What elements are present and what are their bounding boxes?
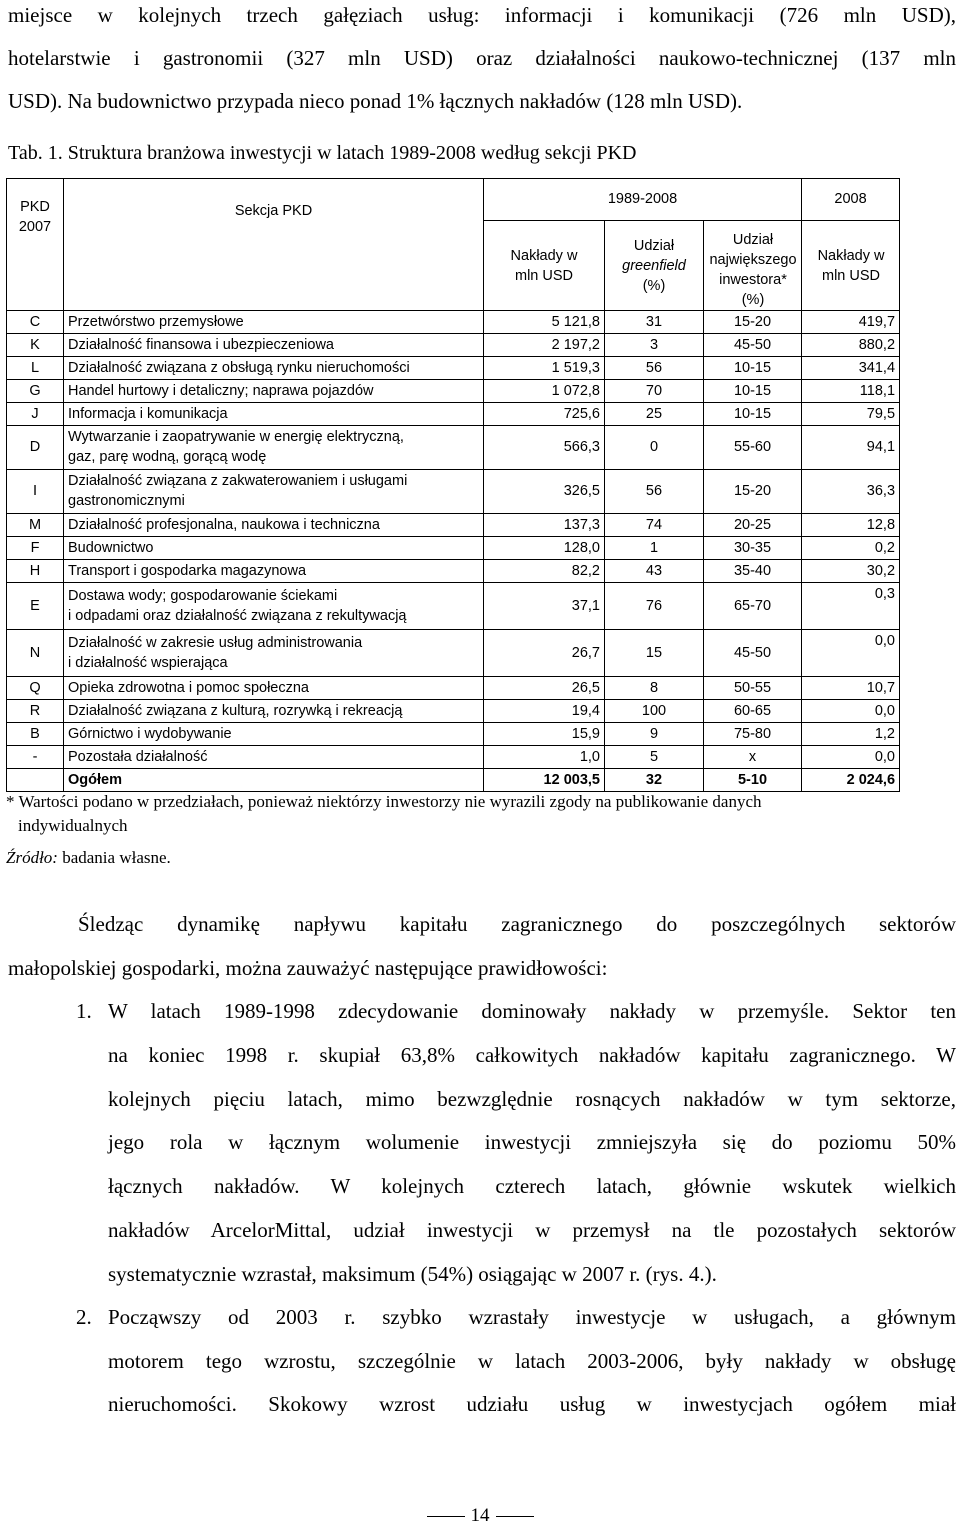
row-largest: x bbox=[704, 746, 802, 769]
row-naklady: 725,6 bbox=[484, 403, 605, 426]
row-name-line-1: Działalność profesjonalna, naukowa i techniczna bbox=[68, 516, 380, 533]
row-name bbox=[64, 560, 484, 583]
table-row bbox=[7, 380, 900, 403]
point-1-line-5: łącznych nakładów. W kolejnych czterech latach, głównie wskutek wielkich bbox=[108, 1174, 956, 1198]
row-code: - bbox=[7, 746, 64, 769]
header-naklady: Nakłady w mln USD bbox=[484, 221, 605, 311]
intro-line-3: USD). Na budownictwo przypada nieco ponad 1% łącznych nakładów (128 mln USD). bbox=[8, 89, 743, 113]
header-greenfield-b: greenfield bbox=[622, 257, 686, 274]
row-code: L bbox=[7, 357, 64, 380]
row-naklady-2008: 118,1 bbox=[802, 380, 900, 403]
row-greenfield: 1 bbox=[605, 537, 704, 560]
row-naklady-2008: 10,7 bbox=[802, 677, 900, 700]
intro-line-1: miejsce w kolejnych trzech gałęziach usług: informacji i komunikacji (726 mln USD), bbox=[8, 3, 956, 27]
row-naklady: 566,3 bbox=[484, 426, 605, 470]
row-name-line-2: gastronomicznymi bbox=[68, 493, 185, 509]
row-largest: 15-20 bbox=[704, 470, 802, 514]
row-naklady-2008: 880,2 bbox=[802, 334, 900, 357]
table-row bbox=[7, 677, 900, 700]
row-name-line-1: Pozostała działalność bbox=[68, 748, 208, 765]
row-greenfield: 5 bbox=[605, 746, 704, 769]
row-naklady: 5 121,8 bbox=[484, 311, 605, 334]
row-greenfield: 100 bbox=[605, 700, 704, 723]
row-naklady-2008: 0,0 bbox=[802, 746, 900, 769]
row-code: Q bbox=[7, 677, 64, 700]
row-naklady: 26,5 bbox=[484, 677, 605, 700]
row-name bbox=[64, 700, 484, 723]
row-name bbox=[64, 537, 484, 560]
row-name-line-1: Wytwarzanie i zaopatrywanie w energię elektryczną, bbox=[68, 429, 404, 445]
row-name-line-1: Informacja i komunikacja bbox=[68, 405, 228, 422]
row-name-line-1: Przetwórstwo przemysłowe bbox=[68, 313, 244, 330]
row-naklady: 19,4 bbox=[484, 700, 605, 723]
row-greenfield: 15 bbox=[605, 630, 704, 677]
row-largest: 35-40 bbox=[704, 560, 802, 583]
row-naklady-2008: 0,3 bbox=[802, 583, 900, 630]
row-naklady-2008: 419,7 bbox=[802, 311, 900, 334]
table-row bbox=[7, 630, 900, 677]
point-1-line-7: systematycznie wzrastał, maksimum (54%) osiągając w 2007 r. (rys. 4.). bbox=[108, 1262, 717, 1286]
row-name bbox=[64, 514, 484, 537]
table-caption: Tab. 1. Struktura branżowa inwestycji w latach 1989-2008 według sekcji PKD bbox=[8, 142, 637, 164]
row-code: J bbox=[7, 403, 64, 426]
row-naklady: 1 072,8 bbox=[484, 380, 605, 403]
point-1-line-4: jego rola w łącznym wolumenie inwestycji zmniejszyła się do poziomu 50% bbox=[108, 1130, 956, 1154]
row-greenfield: 31 bbox=[605, 311, 704, 334]
row-largest: 10-15 bbox=[704, 357, 802, 380]
source-note bbox=[6, 848, 171, 868]
row-greenfield: 0 bbox=[605, 426, 704, 470]
header-period-2: 2008 bbox=[802, 179, 900, 221]
row-naklady: 326,5 bbox=[484, 470, 605, 514]
investment-table bbox=[6, 178, 900, 792]
total-greenfield: 32 bbox=[605, 769, 704, 792]
row-name-line-1: Handel hurtowy i detaliczny; naprawa pojazdów bbox=[68, 382, 374, 399]
row-name bbox=[64, 746, 484, 769]
row-naklady-2008: 0,2 bbox=[802, 537, 900, 560]
row-name-line-1: Działalność związana z kulturą, rozrywką i rekreacją bbox=[68, 702, 403, 719]
row-largest: 15-20 bbox=[704, 311, 802, 334]
row-name-line-2: i odpadami oraz działalność związana z rekultywacją bbox=[68, 607, 407, 624]
row-greenfield: 9 bbox=[605, 723, 704, 746]
row-largest: 30-35 bbox=[704, 537, 802, 560]
header-largest: Udział największego inwestora* (%) bbox=[704, 221, 802, 311]
row-largest: 45-50 bbox=[704, 334, 802, 357]
row-naklady: 2 197,2 bbox=[484, 334, 605, 357]
table-row bbox=[7, 746, 900, 769]
table-row bbox=[7, 537, 900, 560]
row-naklady: 1 519,3 bbox=[484, 357, 605, 380]
row-largest: 55-60 bbox=[704, 426, 802, 470]
row-naklady-2008: 0,0 bbox=[802, 630, 900, 677]
page-number bbox=[0, 1505, 960, 1527]
row-name bbox=[64, 723, 484, 746]
row-code: G bbox=[7, 380, 64, 403]
intro-line-2: hotelarstwie i gastronomii (327 mln USD) oraz działalności naukowo-technicznej (137 mln bbox=[8, 46, 956, 70]
point-2-line-2: motorem tego wzrostu, szczególnie w latach 2003-2006, były nakłady w obsługę bbox=[108, 1349, 956, 1373]
header-sekcja: Sekcja PKD bbox=[64, 179, 484, 311]
row-name bbox=[64, 470, 484, 514]
header-greenfield-a: Udział bbox=[633, 237, 675, 254]
row-naklady: 128,0 bbox=[484, 537, 605, 560]
row-naklady-2008: 1,2 bbox=[802, 723, 900, 746]
row-code: K bbox=[7, 334, 64, 357]
header-pkd: PKD 2007 bbox=[7, 179, 64, 311]
row-name-line-1: Działalność związana z zakwaterowaniem i usługami bbox=[68, 473, 408, 489]
point-1-line-2: na koniec 1998 r. skupiał 63,8% całkowitych nakładów kapitału zagranicznego. W bbox=[108, 1043, 956, 1067]
total-naklady: 12 003,5 bbox=[484, 769, 605, 792]
row-code: H bbox=[7, 560, 64, 583]
row-code: R bbox=[7, 700, 64, 723]
footnote-line-2: indywidualnych bbox=[18, 816, 128, 835]
row-naklady: 15,9 bbox=[484, 723, 605, 746]
row-name bbox=[64, 380, 484, 403]
row-naklady-2008: 36,3 bbox=[802, 470, 900, 514]
header-greenfield bbox=[605, 221, 704, 311]
table-row bbox=[7, 426, 900, 470]
row-largest: 45-50 bbox=[704, 630, 802, 677]
row-largest: 50-55 bbox=[704, 677, 802, 700]
row-greenfield: 56 bbox=[605, 357, 704, 380]
row-code: M bbox=[7, 514, 64, 537]
row-name bbox=[64, 677, 484, 700]
row-naklady-2008: 94,1 bbox=[802, 426, 900, 470]
row-naklady-2008: 341,4 bbox=[802, 357, 900, 380]
row-code: C bbox=[7, 311, 64, 334]
row-naklady: 82,2 bbox=[484, 560, 605, 583]
row-naklady-2008: 30,2 bbox=[802, 560, 900, 583]
row-largest: 65-70 bbox=[704, 583, 802, 630]
table-row bbox=[7, 700, 900, 723]
row-code: N bbox=[7, 630, 64, 677]
row-largest: 10-15 bbox=[704, 403, 802, 426]
row-naklady: 37,1 bbox=[484, 583, 605, 630]
row-name-line-1: Działalność związana z obsługą rynku nieruchomości bbox=[68, 359, 410, 376]
row-code: I bbox=[7, 470, 64, 514]
point-1-line-1: W latach 1989-1998 zdecydowanie dominowały nakłady w przemyśle. Sektor ten bbox=[108, 999, 956, 1023]
row-naklady-2008: 79,5 bbox=[802, 403, 900, 426]
row-greenfield: 25 bbox=[605, 403, 704, 426]
row-name bbox=[64, 426, 484, 470]
row-name-line-2: i działalność wspierająca bbox=[68, 654, 228, 671]
row-name-line-1: Dostawa wody; gospodarowanie ściekami bbox=[68, 587, 338, 604]
table-row bbox=[7, 311, 900, 334]
table-row bbox=[7, 403, 900, 426]
point-1-line-3: kolejnych pięciu latach, mimo bezwzględnie rosnących nakładów w tym sektorze, bbox=[108, 1087, 956, 1111]
row-greenfield: 56 bbox=[605, 470, 704, 514]
row-name bbox=[64, 311, 484, 334]
header-period-1: 1989-2008 bbox=[484, 179, 802, 221]
table-row bbox=[7, 583, 900, 630]
source-text: badania własne. bbox=[62, 848, 171, 867]
table-row bbox=[7, 470, 900, 514]
point-1-label: 1. bbox=[76, 999, 92, 1023]
header-naklady-2008: Nakłady w mln USD bbox=[802, 221, 900, 311]
table-row bbox=[7, 723, 900, 746]
source-label: Źródło: bbox=[6, 848, 58, 867]
page-number-dash-left bbox=[427, 1516, 465, 1517]
table-row bbox=[7, 560, 900, 583]
row-name-line-1: Górnictwo i wydobywanie bbox=[68, 725, 232, 742]
point-1-line-6: nakładów ArcelorMittal, udział inwestycji w przemysł na tle pozostałych sektorów bbox=[108, 1218, 956, 1242]
total-label: Ogółem bbox=[64, 769, 484, 792]
row-code: B bbox=[7, 723, 64, 746]
table-row bbox=[7, 357, 900, 380]
row-name-line-1: Działalność w zakresie usług administrowania bbox=[68, 634, 363, 651]
row-greenfield: 8 bbox=[605, 677, 704, 700]
total-naklady-2008: 2 024,6 bbox=[802, 769, 900, 792]
row-name-line-1: Opieka zdrowotna i pomoc społeczna bbox=[68, 679, 309, 696]
row-largest: 20-25 bbox=[704, 514, 802, 537]
footnote-line-1: * Wartości podano w przedziałach, ponieważ niektórzy inwestorzy nie wyrazili zgody na publikowanie danych bbox=[6, 792, 762, 811]
row-naklady: 137,3 bbox=[484, 514, 605, 537]
row-name bbox=[64, 630, 484, 677]
row-largest: 10-15 bbox=[704, 380, 802, 403]
row-code: E bbox=[7, 583, 64, 630]
row-largest: 60-65 bbox=[704, 700, 802, 723]
point-2-line-3: nieruchomości. Skokowy wzrost udziału usług w inwestycjach ogółem miał bbox=[108, 1392, 956, 1416]
row-greenfield: 74 bbox=[605, 514, 704, 537]
row-name bbox=[64, 583, 484, 630]
table-row bbox=[7, 514, 900, 537]
table-row bbox=[7, 334, 900, 357]
row-greenfield: 76 bbox=[605, 583, 704, 630]
row-naklady: 1,0 bbox=[484, 746, 605, 769]
row-greenfield: 70 bbox=[605, 380, 704, 403]
row-naklady-2008: 0,0 bbox=[802, 700, 900, 723]
total-largest: 5-10 bbox=[704, 769, 802, 792]
row-name bbox=[64, 334, 484, 357]
row-naklady-2008: 12,8 bbox=[802, 514, 900, 537]
row-name-line-1: Działalność finansowa i ubezpieczeniowa bbox=[68, 336, 334, 353]
row-name-line-1: Budownictwo bbox=[68, 539, 154, 556]
total-row bbox=[7, 769, 900, 792]
header-greenfield-c: (%) bbox=[642, 277, 666, 294]
point-2-label: 2. bbox=[76, 1305, 92, 1329]
row-greenfield: 43 bbox=[605, 560, 704, 583]
row-name bbox=[64, 403, 484, 426]
total-code bbox=[7, 769, 64, 792]
point-2-line-1: Począwszy od 2003 r. szybko wzrastały inwestycje w usługach, a głównym bbox=[108, 1305, 956, 1329]
row-name bbox=[64, 357, 484, 380]
row-greenfield: 3 bbox=[605, 334, 704, 357]
row-largest: 75-80 bbox=[704, 723, 802, 746]
footnote bbox=[6, 790, 958, 838]
page-number-dash-right bbox=[496, 1516, 534, 1517]
paragraph-line-2: małopolskiej gospodarki, można zauważyć następujące prawidłowości: bbox=[8, 956, 608, 980]
row-code: D bbox=[7, 426, 64, 470]
row-name-line-1: Transport i gospodarka magazynowa bbox=[68, 562, 307, 579]
paragraph-line-1: Śledząc dynamikę napływu kapitału zagranicznego do poszczególnych sektorów bbox=[78, 912, 956, 936]
page-number-value: 14 bbox=[470, 1505, 490, 1526]
row-name-line-2: gaz, parę wodną, gorącą wodę bbox=[68, 449, 267, 465]
row-code: F bbox=[7, 537, 64, 560]
row-naklady: 26,7 bbox=[484, 630, 605, 677]
